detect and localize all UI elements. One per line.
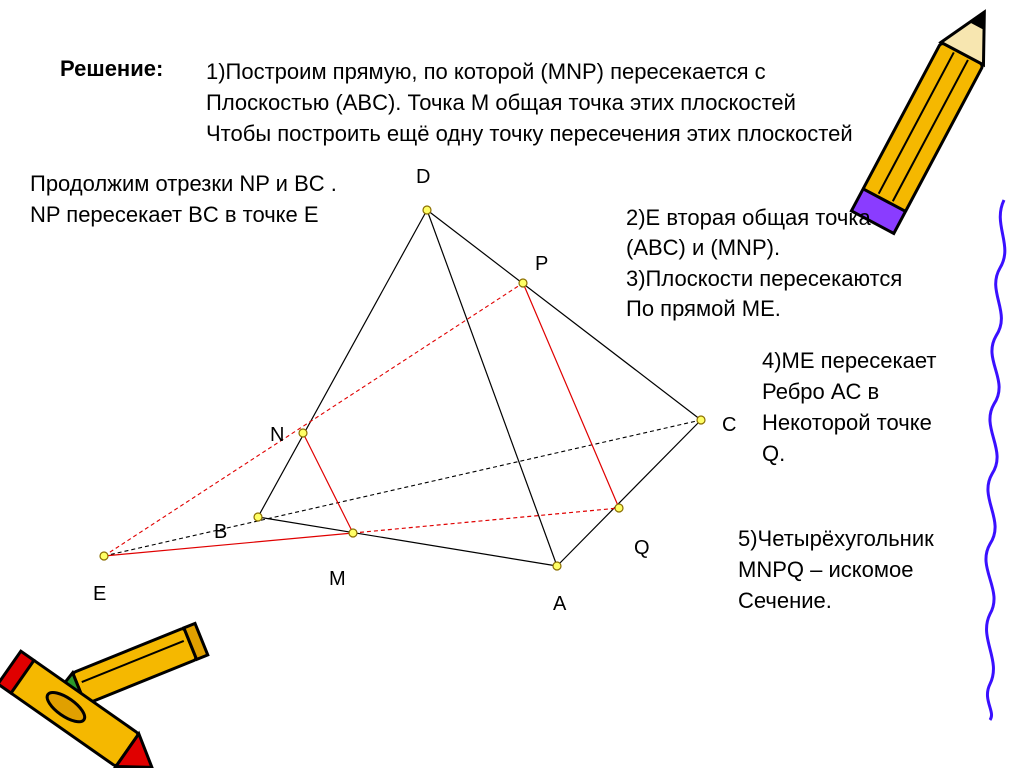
- step2-line-2: (ABC) и (MNP).: [626, 235, 781, 260]
- point-M: [349, 529, 357, 537]
- label-P: P: [535, 253, 549, 275]
- step4-line-3: Некоторой точке: [762, 410, 932, 435]
- edge-DB: [258, 210, 427, 517]
- step4-line-2: Ребро AC в: [762, 379, 880, 404]
- label-C: C: [722, 414, 737, 436]
- step5-line-1: 5)Четырёхугольник: [738, 526, 934, 551]
- edge-BA: [258, 517, 557, 566]
- step5-line-3: Сечение.: [738, 588, 832, 613]
- step2-line-3: 3)Плоскости пересекаются: [626, 266, 903, 291]
- point-N: [299, 429, 307, 437]
- label-A: A: [553, 593, 567, 615]
- point-A: [553, 562, 561, 570]
- label-M: M: [329, 568, 346, 590]
- step2-line-1: 2)E вторая общая точка: [626, 205, 871, 230]
- label-E: E: [93, 583, 107, 605]
- points: [100, 206, 705, 570]
- point-Q: [615, 504, 623, 512]
- heading-line-1: 1)Построим прямую, по которой (MNP) пересекается с: [206, 59, 766, 84]
- heading-line-3: Чтобы построить ещё одну точку пересечения этих плоскостей: [206, 121, 853, 146]
- left-note-line-1: Продолжим отрезки NP и BC .: [30, 171, 337, 196]
- point-P: [519, 279, 527, 287]
- point-E: [100, 552, 108, 560]
- segment-PQ: [523, 283, 619, 508]
- label-N: N: [270, 424, 285, 446]
- wavy-line-decoration: [986, 200, 1005, 720]
- segment-NM: [303, 433, 353, 533]
- section-lines: [104, 283, 619, 556]
- dashed-lines: [104, 283, 701, 556]
- segment-MQ-dashed: [353, 508, 619, 533]
- step4-line-4: Q.: [762, 441, 786, 466]
- point-C: [697, 416, 705, 424]
- label-B: B: [214, 521, 228, 543]
- line-EC-dashed: [104, 420, 701, 556]
- heading-line-2: Плоскостью (ABC). Точка M общая точка этих плоскостей: [206, 90, 796, 115]
- step4-line-1: 4)ME пересекает: [762, 348, 937, 373]
- step2-line-4: По прямой ME.: [626, 296, 781, 321]
- pencil-icon: [851, 1, 1005, 234]
- solution-heading: Решение:: [60, 56, 164, 81]
- step5-line-2: MNPQ – искомое: [738, 557, 914, 582]
- segment-EM: [104, 533, 353, 556]
- label-Q: Q: [634, 537, 650, 559]
- left-note-line-2: NP пересекает BC в точке E: [30, 202, 319, 227]
- point-D: [423, 206, 431, 214]
- line-EP-dashed: [104, 283, 523, 556]
- label-D: D: [416, 166, 431, 188]
- edge-AC: [557, 420, 701, 566]
- point-B: [254, 513, 262, 521]
